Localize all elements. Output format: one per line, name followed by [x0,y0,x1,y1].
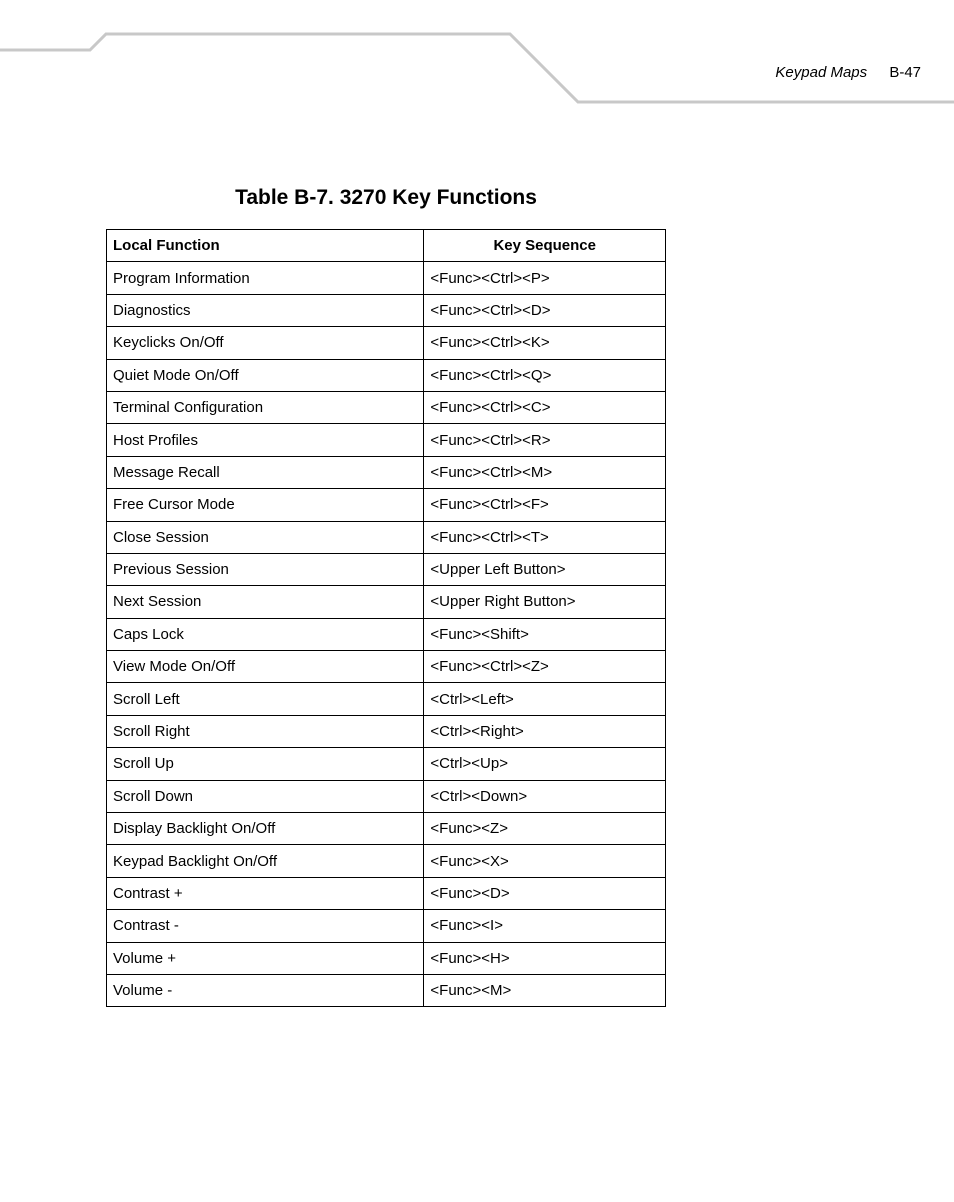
key-sequence-cell: <Ctrl><Right> [424,715,666,747]
key-sequence-cell: <Func><Ctrl><C> [424,391,666,423]
table-row [107,845,666,877]
local-function-cell: Scroll Down [107,780,424,812]
local-function-cell: Contrast - [107,910,424,942]
table-body [107,262,666,1007]
table-row [107,813,666,845]
table-row [107,489,666,521]
key-sequence-cell: <Func><Z> [424,813,666,845]
key-sequence-cell: <Func><Ctrl><D> [424,294,666,326]
table-row [107,974,666,1006]
key-sequence-cell: <Ctrl><Left> [424,683,666,715]
table-row [107,586,666,618]
key-sequence-cell: <Func><Ctrl><M> [424,456,666,488]
key-sequence-cell: <Func><M> [424,974,666,1006]
running-head [775,64,921,81]
table-header-row [107,230,666,262]
local-function-cell: Keypad Backlight On/Off [107,845,424,877]
key-sequence-cell: <Upper Left Button> [424,553,666,585]
local-function-cell: Scroll Left [107,683,424,715]
column-header-key-sequence: Key Sequence [424,230,666,262]
local-function-cell: Caps Lock [107,618,424,650]
local-function-cell: Next Session [107,586,424,618]
key-sequence-cell: <Func><Ctrl><T> [424,521,666,553]
key-sequence-cell: <Func><D> [424,877,666,909]
key-sequence-cell: <Func><Ctrl><K> [424,327,666,359]
key-sequence-cell: <Ctrl><Up> [424,748,666,780]
local-function-cell: Display Backlight On/Off [107,813,424,845]
local-function-cell: Contrast + [107,877,424,909]
table-row [107,327,666,359]
key-sequence-cell: <Func><I> [424,910,666,942]
local-function-cell: View Mode On/Off [107,651,424,683]
key-sequence-cell: <Func><Ctrl><Z> [424,651,666,683]
table-title: Table B-7. 3270 Key Functions [235,186,537,209]
local-function-cell: Diagnostics [107,294,424,326]
local-function-cell: Free Cursor Mode [107,489,424,521]
local-function-cell: Host Profiles [107,424,424,456]
table-row [107,910,666,942]
table-row [107,618,666,650]
column-header-local-function: Local Function [107,230,424,262]
local-function-cell: Volume + [107,942,424,974]
key-sequence-cell: <Ctrl><Down> [424,780,666,812]
table-row [107,294,666,326]
table-row [107,748,666,780]
table-row [107,262,666,294]
table-row [107,877,666,909]
key-sequence-cell: <Func><Ctrl><F> [424,489,666,521]
table-row [107,942,666,974]
key-sequence-cell: <Func><Shift> [424,618,666,650]
local-function-cell: Message Recall [107,456,424,488]
table-row [107,553,666,585]
key-functions-table [106,229,666,1007]
local-function-cell: Program Information [107,262,424,294]
local-function-cell: Close Session [107,521,424,553]
local-function-cell: Previous Session [107,553,424,585]
table-row [107,359,666,391]
key-sequence-cell: <Func><X> [424,845,666,877]
key-sequence-cell: <Upper Right Button> [424,586,666,618]
table-row [107,651,666,683]
section-name: Keypad Maps [775,64,868,81]
table-row [107,715,666,747]
table-row [107,424,666,456]
table-row [107,521,666,553]
local-function-cell: Terminal Configuration [107,391,424,423]
key-sequence-cell: <Func><H> [424,942,666,974]
local-function-cell: Quiet Mode On/Off [107,359,424,391]
key-sequence-cell: <Func><Ctrl><R> [424,424,666,456]
table-row [107,391,666,423]
table-row [107,780,666,812]
key-sequence-cell: <Func><Ctrl><P> [424,262,666,294]
table-row [107,683,666,715]
table-row [107,456,666,488]
key-sequence-cell: <Func><Ctrl><Q> [424,359,666,391]
header-rule-line [0,0,954,110]
local-function-cell: Volume - [107,974,424,1006]
local-function-cell: Scroll Right [107,715,424,747]
page-number: B-47 [889,64,921,81]
local-function-cell: Scroll Up [107,748,424,780]
local-function-cell: Keyclicks On/Off [107,327,424,359]
